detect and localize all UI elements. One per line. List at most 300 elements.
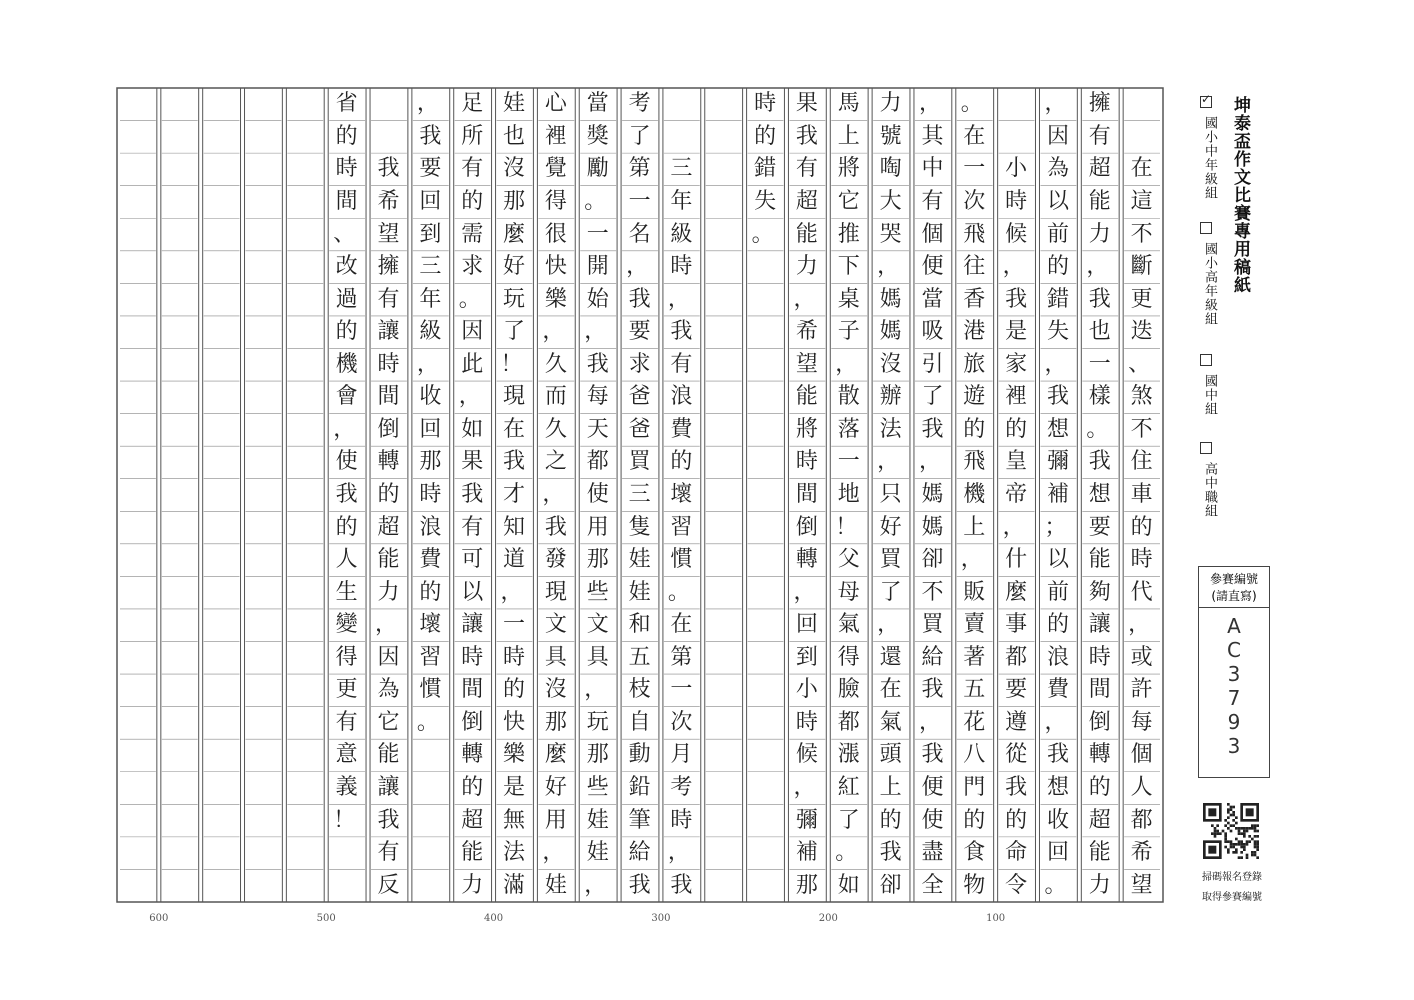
essay-char: 飛 — [963, 449, 986, 475]
essay-char: 也 — [1088, 319, 1111, 345]
essay-char: 在 — [503, 416, 526, 442]
essay-char: 那 — [586, 742, 609, 768]
essay-char: 我 — [628, 872, 651, 898]
essay-char: 能 — [377, 742, 400, 768]
essay-char: 法 — [879, 416, 902, 442]
checkbox-icon[interactable] — [1200, 222, 1212, 234]
essay-char: 。 — [1044, 872, 1067, 898]
essay-char: 久 — [544, 416, 567, 442]
entry-number-box[interactable] — [1198, 566, 1270, 778]
essay-char: 習 — [419, 644, 442, 670]
essay-char: 著 — [963, 644, 986, 670]
group-option-2[interactable] — [1200, 354, 1219, 416]
essay-char: 一 — [503, 612, 526, 638]
essay-char: 很 — [544, 221, 567, 247]
essay-char: 媽 — [921, 482, 944, 507]
essay-char: 反 — [377, 872, 400, 898]
essay-char: 些 — [586, 775, 609, 801]
essay-char: 以 — [461, 579, 484, 605]
checkbox-icon[interactable] — [1200, 442, 1212, 454]
essay-char: 卻 — [879, 872, 902, 898]
essay-char: 前 — [1046, 579, 1069, 605]
essay-char: 使 — [586, 482, 609, 507]
essay-char: 慣 — [670, 547, 693, 573]
essay-char: 候 — [1005, 221, 1028, 247]
essay-char: ， — [667, 840, 690, 866]
essay-char: 還 — [879, 644, 902, 670]
essay-char: 斷 — [1130, 254, 1153, 280]
essay-char: 候 — [795, 742, 818, 768]
essay-char: 那 — [586, 547, 609, 573]
essay-char: ， — [1002, 254, 1025, 280]
essay-char: 久 — [544, 351, 567, 377]
essay-char: ， — [1128, 612, 1151, 638]
essay-char: 筆 — [628, 807, 651, 833]
essay-char: 的 — [461, 775, 484, 801]
essay-char: 意 — [335, 742, 358, 768]
essay-char: 因 — [1046, 123, 1069, 149]
essay-char: ， — [1044, 91, 1067, 117]
essay-char: 的 — [419, 579, 442, 605]
essay-char: 娃 — [628, 579, 651, 605]
essay-char: 始 — [586, 286, 609, 312]
essay-char: 以 — [1046, 547, 1069, 573]
essay-char: 一 — [586, 221, 609, 247]
essay-char: 的 — [461, 188, 484, 214]
form-heading: 坤泰盃作文比賽專用稿紙 — [1230, 96, 1250, 294]
essay-char: 、 — [333, 221, 356, 247]
essay-char: 改 — [335, 254, 358, 280]
essay-char: 了 — [879, 579, 902, 605]
essay-char: 給 — [921, 644, 944, 670]
essay-char: 有 — [921, 188, 944, 214]
essay-char: 壞 — [419, 612, 442, 638]
essay-char: 時 — [670, 807, 693, 833]
essay-char: 有 — [670, 351, 693, 377]
essay-char: 希 — [1130, 840, 1153, 866]
essay-char: 一 — [628, 188, 651, 214]
essay-char: 麼 — [544, 742, 567, 768]
essay-char: ， — [416, 91, 439, 117]
essay-char: 爸 — [628, 416, 651, 442]
essay-char: 開 — [586, 254, 609, 280]
essay-char: 名 — [628, 221, 651, 247]
essay-char: 那 — [503, 188, 526, 214]
essay-char: 港 — [963, 319, 986, 345]
essay-char: 會 — [335, 384, 358, 410]
essay-char: 樂 — [503, 742, 526, 768]
essay-char: 。 — [960, 91, 983, 117]
essay-char: 、 — [1128, 351, 1151, 377]
scale-label: 200 — [818, 913, 838, 924]
essay-char: 次 — [963, 188, 986, 214]
essay-char: 具 — [544, 644, 567, 670]
essay-char: 超 — [461, 807, 484, 833]
essay-char: ， — [416, 351, 439, 377]
essay-char: 麼 — [503, 221, 526, 247]
essay-char: 時 — [795, 709, 818, 735]
essay-char: 求 — [461, 254, 484, 280]
essay-char: 販 — [963, 579, 986, 605]
essay-char: 時 — [795, 449, 818, 475]
essay-char: 我 — [921, 742, 944, 768]
essay-char: 因 — [461, 319, 484, 345]
checkbox-icon[interactable] — [1200, 354, 1212, 366]
essay-char: 旅 — [963, 351, 986, 377]
essay-char: 使 — [335, 449, 358, 475]
essay-char: 失 — [754, 188, 777, 214]
essay-char: ， — [918, 449, 941, 475]
qr-caption-line2: 取得參賽編號 — [1202, 892, 1262, 903]
essay-char: 快 — [503, 709, 526, 735]
essay-char — [660, 93, 703, 115]
essay-char: 上 — [837, 123, 860, 149]
essay-char: 辦 — [879, 384, 902, 410]
essay-char: 賣 — [963, 612, 986, 638]
essay-char: 果 — [795, 91, 818, 117]
essay-char: 好 — [879, 514, 902, 540]
essay-char: 一 — [963, 156, 986, 182]
essay-char: 快 — [544, 254, 567, 280]
essay-char: 回 — [1046, 840, 1069, 866]
essay-char: 。 — [584, 188, 607, 214]
essay-char: 我 — [503, 449, 526, 475]
essay-char: 間 — [377, 384, 400, 410]
essay-char: 頭 — [879, 742, 902, 768]
essay-char: 當 — [586, 91, 609, 117]
essay-char — [367, 93, 410, 115]
essay-char: 我 — [1005, 286, 1028, 312]
essay-char: 機 — [963, 482, 986, 507]
essay-char: 迭 — [1130, 319, 1153, 345]
essay-char: ， — [626, 254, 649, 280]
essay-char: 其 — [921, 123, 944, 149]
essay-char: 錯 — [1046, 286, 1069, 312]
essay-char: 也 — [503, 123, 526, 149]
essay-char: 。 — [835, 840, 858, 866]
qr-caption-line1: 掃碼報名登錄 — [1202, 872, 1262, 883]
essay-char: 能 — [1088, 188, 1111, 214]
essay-char: 間 — [461, 677, 484, 703]
essay-char: 有 — [795, 156, 818, 182]
essay-char: 轉 — [795, 547, 818, 573]
essay-char: 文 — [544, 612, 567, 638]
essay-char: 自 — [628, 709, 651, 735]
essay-char: 父 — [837, 547, 860, 573]
essay-char: 不 — [1130, 221, 1153, 247]
essay-char — [995, 126, 1038, 148]
essay-char: 了 — [628, 123, 651, 149]
essay-char: ！ — [500, 351, 523, 377]
essay-char: 引 — [921, 351, 944, 377]
essay-char: 我 — [377, 156, 400, 182]
essay-char: 門 — [963, 775, 986, 801]
essay-char: 時 — [670, 254, 693, 280]
essay-char: 我 — [1046, 384, 1069, 410]
group-option-3[interactable] — [1200, 442, 1219, 518]
essay-char: 補 — [795, 840, 818, 866]
essay-char: 我 — [1005, 775, 1028, 801]
essay-char: 錯 — [754, 156, 777, 182]
essay-char: 帝 — [1005, 482, 1028, 507]
essay-char: 媽 — [879, 319, 902, 345]
essay-char: 都 — [586, 449, 609, 475]
essay-char: 玩 — [586, 709, 609, 735]
essay-char: 的 — [503, 677, 526, 703]
essay-char: ， — [542, 840, 565, 866]
essay-char: ， — [877, 254, 900, 280]
essay-char: 的 — [1005, 416, 1028, 442]
essay-char: 家 — [1005, 351, 1028, 377]
essay-char: 彌 — [795, 807, 818, 833]
essay-char: 用 — [586, 514, 609, 540]
essay-char: 費 — [419, 547, 442, 573]
essay-char: 我 — [670, 872, 693, 898]
essay-char: 我 — [921, 416, 944, 442]
qr-caption — [1192, 868, 1272, 908]
essay-char: 收 — [1046, 807, 1069, 833]
essay-char: 臉 — [837, 677, 860, 703]
group-label: 國中組 — [1202, 374, 1217, 416]
essay-char: 有 — [377, 286, 400, 312]
essay-char: 擁 — [377, 254, 400, 280]
essay-char: 力 — [461, 872, 484, 898]
essay-char: 子 — [837, 319, 860, 345]
essay-char: 我 — [335, 482, 358, 507]
essay-char: 媽 — [921, 514, 944, 540]
essay-char: 命 — [1005, 840, 1028, 866]
qr-code-icon[interactable] — [1203, 803, 1259, 859]
essay-char: 回 — [419, 416, 442, 442]
essay-char: 才 — [503, 482, 526, 507]
essay-char: 過 — [335, 286, 358, 312]
essay-char: ， — [1002, 514, 1025, 540]
essay-char: 為 — [377, 677, 400, 703]
essay-char: 次 — [670, 709, 693, 735]
essay-char: 考 — [670, 775, 693, 801]
essay-char: 一 — [1088, 351, 1111, 377]
essay-char: 的 — [1005, 807, 1028, 833]
essay-char: 能 — [1088, 547, 1111, 573]
essay-char: 希 — [377, 188, 400, 214]
essay-char: 的 — [335, 319, 358, 345]
essay-char: 時 — [419, 482, 442, 507]
essay-char: 只 — [879, 482, 902, 507]
essay-char: 求 — [628, 351, 651, 377]
entry-digit: A — [1227, 614, 1241, 638]
essay-char: 能 — [1088, 840, 1111, 866]
essay-char: 住 — [1130, 449, 1153, 475]
essay-char: 盡 — [921, 840, 944, 866]
essay-char: 的 — [1046, 254, 1069, 280]
essay-char: 三 — [670, 156, 693, 182]
essay-char: 轉 — [377, 449, 400, 475]
essay-char: 轉 — [461, 742, 484, 768]
essay-char: 人 — [1130, 775, 1153, 801]
essay-char: 使 — [921, 807, 944, 833]
essay-char: ， — [1044, 351, 1067, 377]
essay-char: 三 — [628, 482, 651, 507]
essay-char: ， — [667, 286, 690, 312]
essay-char: 我 — [586, 351, 609, 377]
essay-char: 而 — [544, 384, 567, 410]
essay-char: 想 — [1046, 416, 1069, 442]
essay-char: 那 — [544, 709, 567, 735]
essay-char: 在 — [1130, 156, 1153, 182]
essay-char: 有 — [1088, 123, 1111, 149]
essay-char: 因 — [377, 644, 400, 670]
essay-char: 或 — [1130, 644, 1153, 670]
essay-char: 力 — [377, 579, 400, 605]
essay-char: 省 — [335, 91, 358, 117]
essay-char: 娃 — [586, 807, 609, 833]
essay-char: 在 — [963, 123, 986, 149]
essay-char: 果 — [461, 449, 484, 475]
essay-char: 了 — [503, 319, 526, 345]
essay-char: 時 — [754, 91, 777, 117]
essay-char: 爸 — [628, 384, 651, 410]
essay-char: ， — [918, 709, 941, 735]
essay-char: 個 — [1130, 742, 1153, 768]
essay-char: 無 — [503, 807, 526, 833]
group-label: 高中職組 — [1202, 462, 1217, 518]
essay-char: 不 — [921, 579, 944, 605]
essay-char: 讓 — [461, 612, 484, 638]
essay-char: 。 — [416, 709, 439, 735]
essay-char: 所 — [461, 123, 484, 149]
essay-char: 習 — [670, 514, 693, 540]
essay-char: 為 — [1046, 156, 1069, 182]
essay-char: 我 — [879, 840, 902, 866]
essay-char: ， — [918, 91, 941, 117]
essay-char: 知 — [503, 514, 526, 540]
essay-char: 。 — [751, 221, 774, 247]
essay-char: 超 — [377, 514, 400, 540]
essay-char: 年 — [419, 286, 442, 312]
essay-char: 考 — [628, 91, 651, 117]
scale-label: 400 — [484, 913, 504, 924]
essay-char: 有 — [461, 514, 484, 540]
essay-char: 超 — [1088, 156, 1111, 182]
essay-char: 我 — [377, 807, 400, 833]
essay-char: 花 — [963, 709, 986, 735]
essay-char: 機 — [335, 351, 358, 377]
essay-char: 的 — [335, 123, 358, 149]
essay-char: 。 — [667, 579, 690, 605]
essay-char: 物 — [963, 872, 986, 898]
essay-char: 的 — [963, 416, 986, 442]
essay-char: 遵 — [1005, 709, 1028, 735]
essay-char: 回 — [795, 612, 818, 638]
essay-char: 此 — [461, 351, 484, 377]
essay-char: ， — [835, 351, 858, 377]
essay-char: 力 — [1088, 221, 1111, 247]
essay-char: 法 — [503, 840, 526, 866]
essay-char: 能 — [461, 840, 484, 866]
essay-char: 第 — [628, 156, 651, 182]
essay-char: ， — [1086, 254, 1109, 280]
essay-char: 級 — [419, 319, 442, 345]
essay-char: 香 — [963, 286, 986, 312]
checkbox-icon[interactable] — [1200, 96, 1212, 108]
essay-char: 動 — [628, 742, 651, 768]
group-option-1[interactable] — [1200, 222, 1219, 326]
essay-char: 費 — [670, 416, 693, 442]
essay-char: 想 — [1046, 775, 1069, 801]
essay-char: 便 — [921, 254, 944, 280]
essay-char: 娃 — [586, 840, 609, 866]
essay-char: 生 — [335, 579, 358, 605]
essay-char: 能 — [795, 384, 818, 410]
essay-char: 都 — [837, 709, 860, 735]
essay-char: 下 — [837, 254, 860, 280]
essay-char: 它 — [837, 188, 860, 214]
essay-char: 前 — [1046, 221, 1069, 247]
essay-char: ， — [542, 482, 565, 507]
essay-char: 玩 — [503, 286, 526, 312]
essay-char: 倒 — [795, 514, 818, 540]
essay-char — [1120, 126, 1163, 148]
essay-char: 我 — [921, 677, 944, 703]
essay-char: 讓 — [1088, 612, 1111, 638]
essay-char: 將 — [795, 416, 818, 442]
essay-char: ， — [793, 775, 816, 801]
essay-char: 時 — [461, 644, 484, 670]
essay-char: 裡 — [1005, 384, 1028, 410]
essay-char: 母 — [837, 579, 860, 605]
essay-char: ， — [793, 286, 816, 312]
essay-char: 能 — [795, 221, 818, 247]
essay-char: 夠 — [1088, 579, 1111, 605]
essay-char: 時 — [335, 156, 358, 182]
essay-char: 倒 — [377, 416, 400, 442]
essay-char: 收 — [419, 384, 442, 410]
essay-char: 費 — [1046, 677, 1069, 703]
essay-char: 是 — [503, 775, 526, 801]
essay-char: 望 — [377, 221, 400, 247]
essay-char: 我 — [419, 123, 442, 149]
essay-char: 好 — [503, 254, 526, 280]
essay-char: 得 — [837, 644, 860, 670]
essay-char: 轉 — [1088, 742, 1111, 768]
essay-char: 。 — [458, 286, 481, 312]
essay-char: 我 — [1046, 742, 1069, 768]
essay-char: 我 — [544, 514, 567, 540]
essay-char: 的 — [377, 482, 400, 507]
essay-char: 的 — [1130, 514, 1153, 540]
essay-char: 文 — [586, 612, 609, 638]
essay-char: 之 — [544, 449, 567, 475]
essay-char: 的 — [963, 807, 986, 833]
essay-char: 的 — [1088, 775, 1111, 801]
essay-char — [660, 126, 703, 148]
essay-char: 得 — [335, 644, 358, 670]
essay-char: 事 — [1005, 612, 1028, 638]
essay-char: 。 — [1086, 416, 1109, 442]
essay-char: 現 — [503, 384, 526, 410]
essay-char: 要 — [1005, 677, 1028, 703]
essay-char: 的 — [670, 449, 693, 475]
essay-char: 那 — [419, 449, 442, 475]
essay-char: ， — [584, 677, 607, 703]
group-option-0[interactable] — [1200, 96, 1219, 200]
essay-char: 不 — [1130, 416, 1153, 442]
essay-char: 倒 — [1088, 709, 1111, 735]
essay-char: 力 — [1088, 872, 1111, 898]
entry-digit: C — [1227, 638, 1241, 662]
essay-char: 足 — [461, 91, 484, 117]
essay-char: 回 — [419, 188, 442, 214]
